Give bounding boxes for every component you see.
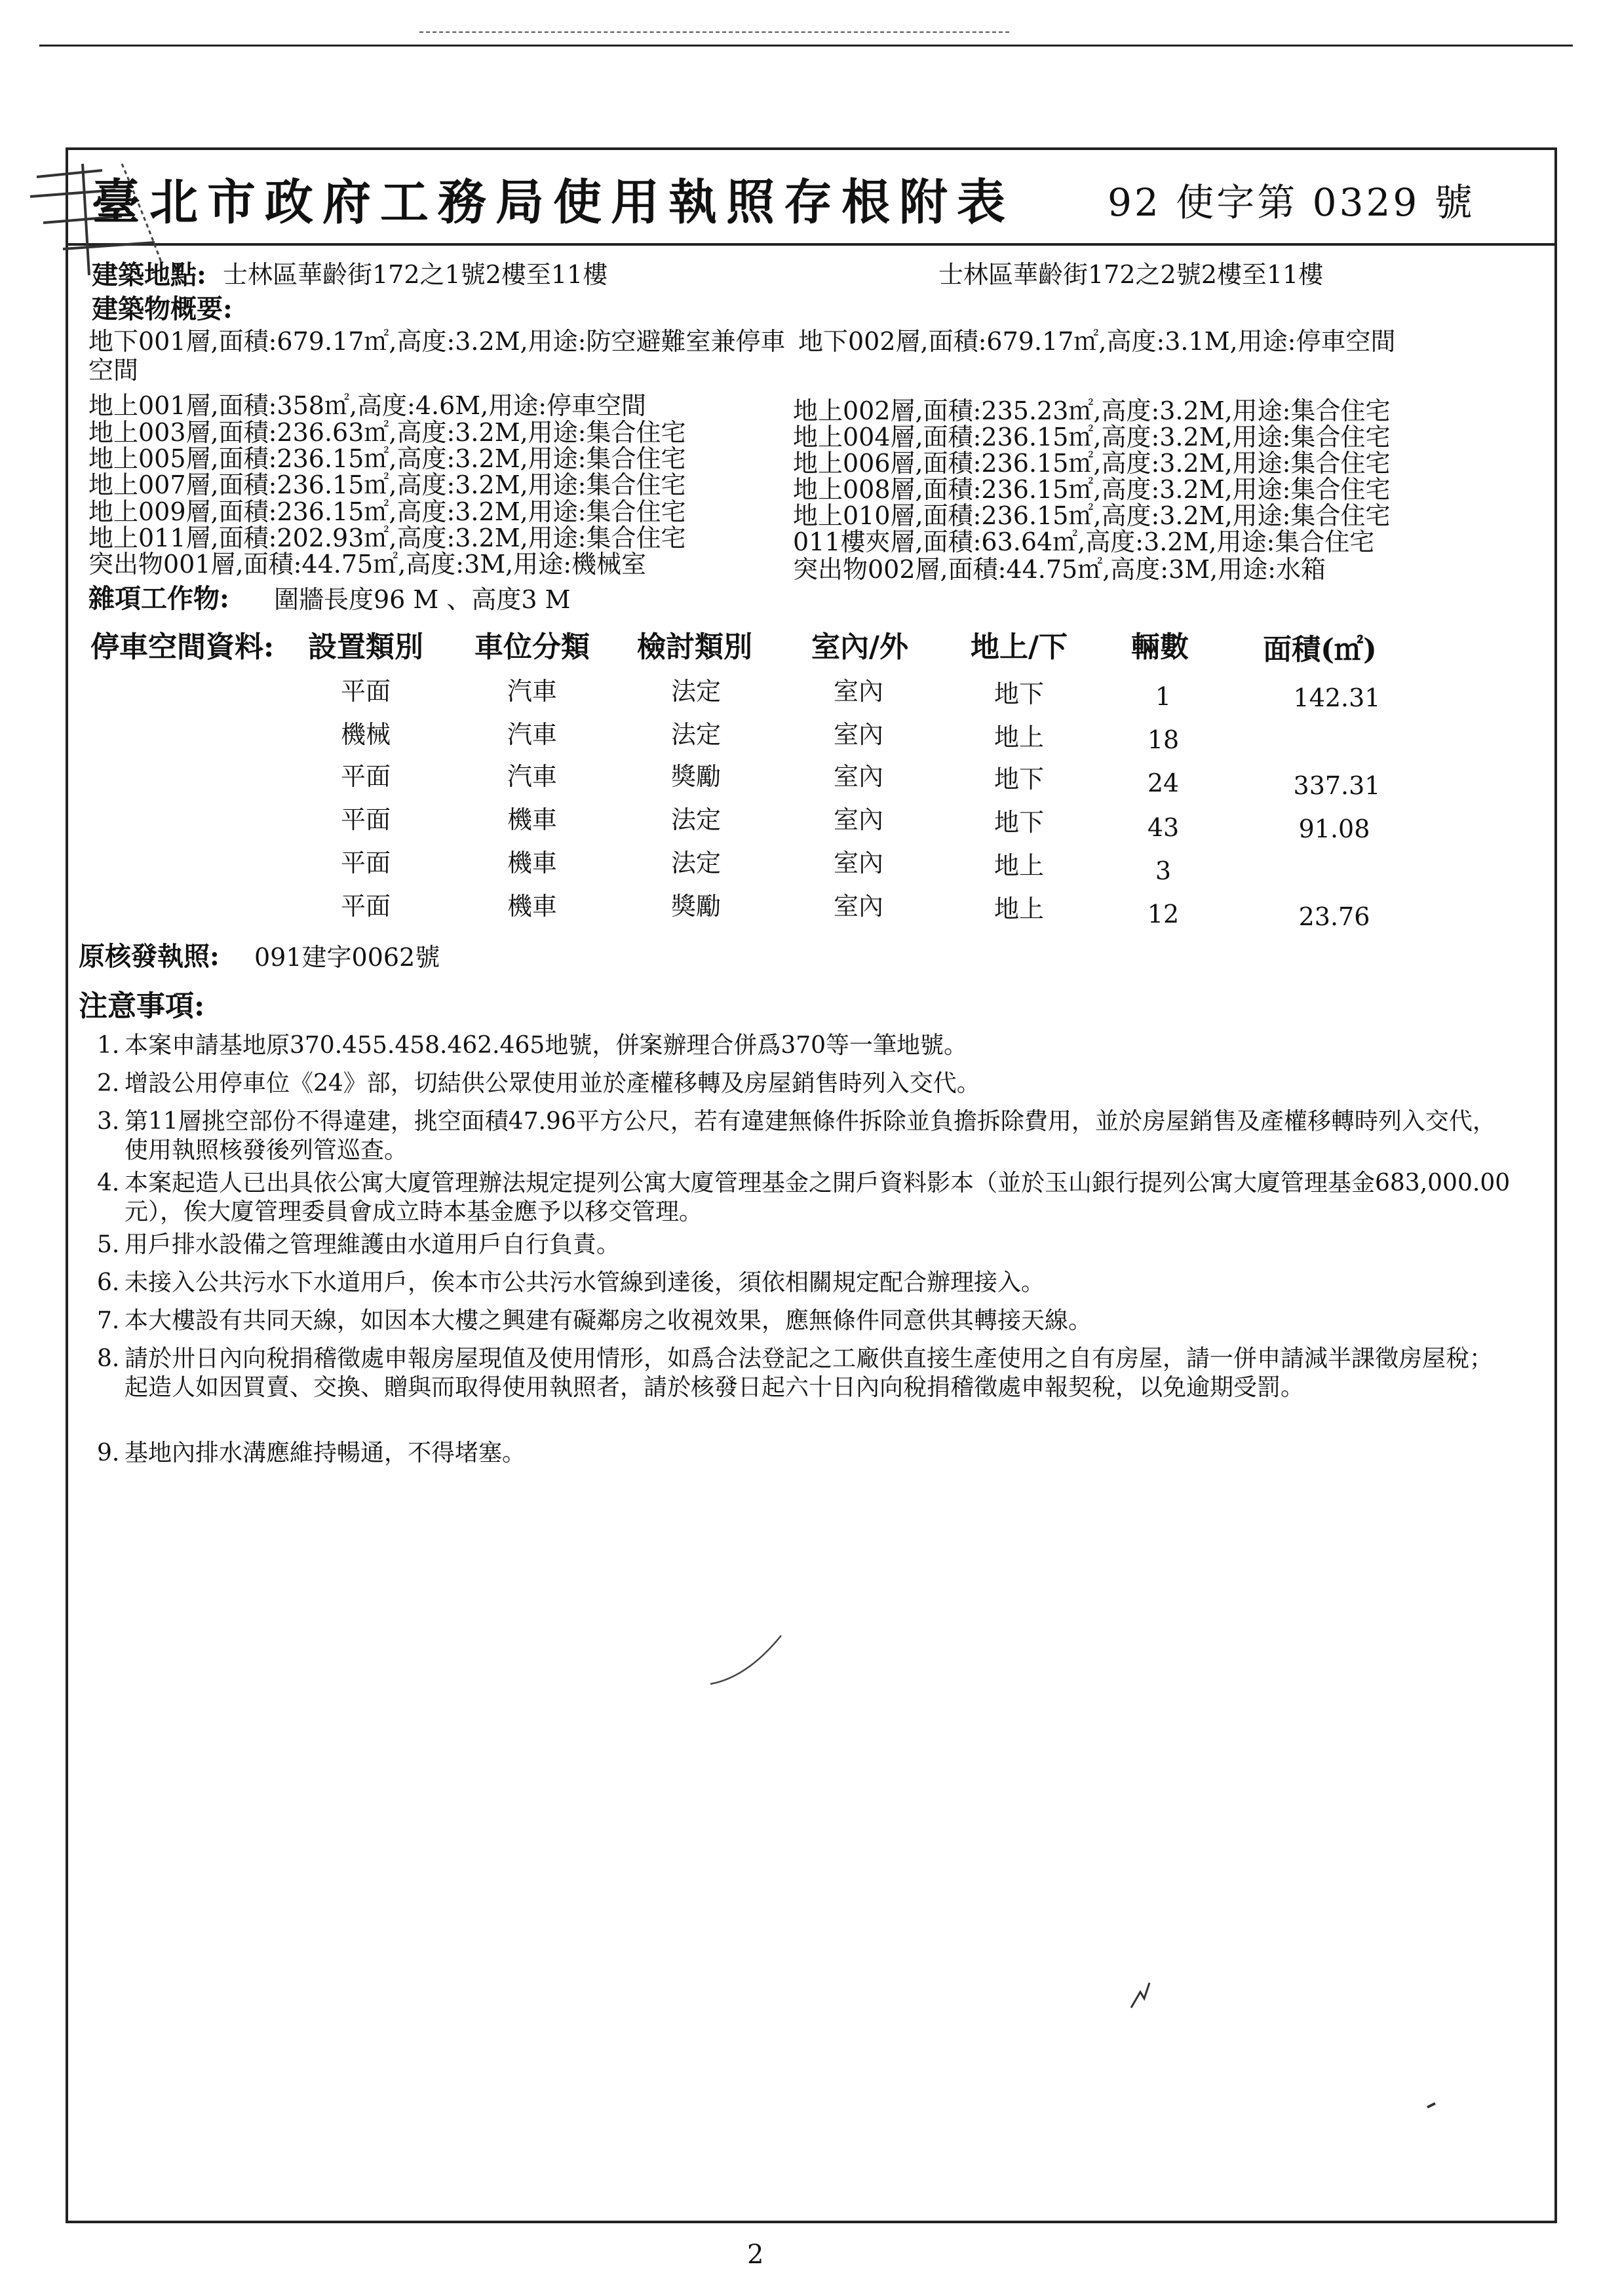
parking-cell: 法定: [670, 849, 722, 877]
parking-cell: 平面: [340, 849, 391, 877]
floor-left: 突出物001層,面積:44.75㎡,高度:3M,用途:機械室: [88, 550, 647, 579]
parking-cell: 地下: [993, 679, 1045, 708]
parking-cell: 室內: [833, 762, 884, 791]
overview-label: 建築物概要:: [92, 294, 233, 324]
parking-cell: 機車: [507, 849, 558, 877]
note-text: 增設公用停車位《24》部，切結供公眾使用並於產權移轉及房屋銷售時列入交代。: [125, 1070, 980, 1097]
parking-cell: 汽車: [507, 720, 558, 749]
parking-header: 輛數: [1131, 630, 1189, 664]
floor-left: 地上011層,面積:202.93㎡,高度:3.2M,用途:集合住宅: [88, 524, 686, 552]
note-text: 本案起造人已出具依公寓大廈管理辦法規定提列公寓大廈管理基金之開戶資料影本（並於玉山銀行提列公寓大廈管理基金683,000.00元），俟大廈管理委員會成立時本基金應予以移交管理。: [125, 1170, 1511, 1225]
note-number: 1.: [97, 1032, 120, 1059]
misc-works-value: 圍牆長度96 M 、高度3 M: [274, 585, 571, 614]
parking-cell: 地下: [993, 808, 1045, 837]
parking-cell: 機械: [340, 720, 391, 749]
parking-cell: 汽車: [507, 762, 558, 791]
note-item: [97, 1169, 1519, 1227]
floor-left: 地上003層,面積:236.63㎡,高度:3.2M,用途:集合住宅: [88, 418, 686, 447]
parking-cell: 機車: [507, 892, 558, 921]
parking-cell: 法定: [670, 805, 722, 834]
parking-cell: 獎勵: [670, 762, 722, 791]
floor-right: 地上010層,面積:236.15㎡,高度:3.2M,用途:集合住宅: [793, 501, 1391, 530]
parking-cell: 18: [1147, 725, 1180, 754]
parking-header: 設置類別: [308, 630, 423, 664]
parking-cell: 24: [1147, 769, 1180, 797]
parking-cell: 獎勵: [670, 892, 722, 921]
note-item: [97, 1107, 1519, 1165]
note-text: 本大樓設有共同天線，如因本大樓之興建有礙鄰房之收視效果，應無條件同意供其轉接天線。: [125, 1307, 1092, 1334]
note-number: 8.: [97, 1345, 120, 1372]
parking-label: 停車空間資料:: [90, 630, 275, 664]
floor-left: 地上005層,面積:236.15㎡,高度:3.2M,用途:集合住宅: [88, 444, 686, 473]
scan-top-rule: [39, 45, 1573, 47]
parking-cell: 法定: [670, 677, 722, 706]
note-number: 3.: [97, 1108, 120, 1135]
misc-works-label: 雜項工作物:: [88, 583, 229, 614]
parking-header: 車位分類: [474, 630, 590, 664]
floor-right: 地上008層,面積:236.15㎡,高度:3.2M,用途:集合住宅: [793, 475, 1391, 504]
basement-1-cont: 空間: [88, 356, 139, 385]
parking-cell: 機車: [507, 805, 558, 834]
original-permit-label: 原核發執照:: [79, 941, 220, 972]
parking-cell: 室內: [833, 849, 884, 877]
document-title: 臺北市政府工務局使用執照存根附表: [92, 174, 1014, 231]
floor-left: 地上001層,面積:358㎡,高度:4.6M,用途:停車空間: [88, 391, 647, 420]
parking-cell: 地上: [993, 894, 1045, 923]
ink-dot-mark: [1426, 2102, 1437, 2109]
note-number: 9.: [97, 1440, 120, 1466]
note-text: 請於卅日內向稅捐稽徵處申報房屋現值及使用情形，如爲合法登記之工廠供直接生產使用之自有房屋，請一併申請減半課徵房屋稅；起造人如因買賣、交換、贈與而取得使用執照者，請於核發日起六十日內向稅捐稽徵處申報契稅，以免逾期受罰。: [125, 1345, 1494, 1401]
parking-cell: 23.76: [1298, 902, 1370, 931]
parking-cell: 91.08: [1298, 814, 1370, 843]
parking-cell: 平面: [340, 762, 391, 791]
page-number: 2: [747, 2240, 764, 2270]
parking-cell: 平面: [340, 805, 391, 834]
pen-tick-mark: [1127, 1979, 1153, 2012]
parking-header: 檢討類別: [637, 630, 752, 664]
parking-cell: 室內: [833, 720, 884, 749]
parking-cell: 12: [1147, 900, 1180, 928]
floor-left: 地上007層,面積:236.15㎡,高度:3.2M,用途:集合住宅: [88, 470, 686, 499]
note-number: 2.: [97, 1070, 120, 1097]
site-address-2: 士林區華齡街172之2號2樓至11樓: [938, 260, 1324, 289]
parking-header: 地上/下: [970, 630, 1068, 664]
note-number: 6.: [97, 1269, 120, 1296]
note-number: 4.: [97, 1170, 120, 1196]
note-number: 5.: [97, 1231, 120, 1258]
basement-1: 地下001層,面積:679.17㎡,高度:3.2M,用途:防空避難室兼停車: [88, 327, 786, 356]
note-text: 未接入公共污水下水道用戶，俟本市公共污水管線到達後，須依相關規定配合辦理接入。: [125, 1269, 1045, 1296]
site-address-1: 士林區華齡街172之1號2樓至11樓: [223, 260, 608, 289]
note-item: [97, 1069, 1519, 1098]
parking-cell: 室內: [833, 892, 884, 921]
parking-cell: 142.31: [1293, 683, 1381, 712]
note-text: 第11層挑空部份不得違建，挑空面積47.96平方公尺，若有違建無條件拆除並負擔拆除費用，並於房屋銷售及產權移轉時列入交代，使用執照核發後列管巡查。: [125, 1108, 1496, 1164]
parking-cell: 室內: [833, 805, 884, 834]
note-item: [97, 1439, 1519, 1468]
parking-cell: 平面: [340, 677, 391, 706]
parking-cell: 337.31: [1293, 771, 1381, 800]
note-item: [97, 1345, 1519, 1402]
floor-right: 011樓夾層,面積:63.64㎡,高度:3.2M,用途:集合住宅: [793, 527, 1375, 556]
floor-right: 突出物002層,面積:44.75㎡,高度:3M,用途:水箱: [793, 555, 1326, 584]
parking-cell: 平面: [340, 892, 391, 921]
notes-label: 注意事項:: [79, 989, 205, 1023]
parking-cell: 室內: [833, 677, 884, 706]
parking-cell: 地上: [993, 723, 1045, 752]
parking-cell: 地下: [993, 765, 1045, 794]
note-number: 7.: [97, 1307, 120, 1334]
floor-left: 地上009層,面積:236.15㎡,高度:3.2M,用途:集合住宅: [88, 497, 686, 526]
note-item: [97, 1307, 1519, 1335]
note-text: 本案申請基地原370.455.458.462.465地號，併案辦理合併爲370等一筆地號。: [125, 1032, 968, 1059]
pen-stroke-mark: [708, 1632, 786, 1691]
parking-cell: 3: [1155, 856, 1172, 885]
floor-right: 地上006層,面積:236.15㎡,高度:3.2M,用途:集合住宅: [793, 449, 1391, 478]
parking-header: 面積(㎡): [1263, 633, 1377, 666]
site-label: 建築地點:: [92, 259, 206, 290]
permit-number: 92 使字第 0329 號: [1108, 180, 1475, 225]
note-text: 基地內排水溝應維持暢通，不得堵塞。: [125, 1440, 526, 1466]
note-item: [97, 1231, 1519, 1259]
floor-right: 地上002層,面積:235.23㎡,高度:3.2M,用途:集合住宅: [793, 396, 1391, 425]
parking-cell: 43: [1147, 813, 1180, 842]
parking-cell: 1: [1155, 682, 1172, 711]
floor-right: 地上004層,面積:236.15㎡,高度:3.2M,用途:集合住宅: [793, 423, 1391, 451]
basement-2: 地下002層,面積:679.17㎡,高度:3.1M,用途:停車空間: [798, 327, 1396, 356]
parking-cell: 汽車: [507, 677, 558, 706]
note-text: 用戶排水設備之管理維護由水道用戶自行負責。: [125, 1231, 621, 1258]
note-item: [97, 1269, 1519, 1297]
parking-cell: 地上: [993, 851, 1045, 880]
note-item: [97, 1031, 1519, 1060]
original-permit-value: 091建字0062號: [254, 943, 440, 972]
scan-top-dashed-rule: [419, 31, 1009, 33]
parking-cell: 法定: [670, 720, 722, 749]
parking-header: 室內/外: [811, 630, 909, 664]
